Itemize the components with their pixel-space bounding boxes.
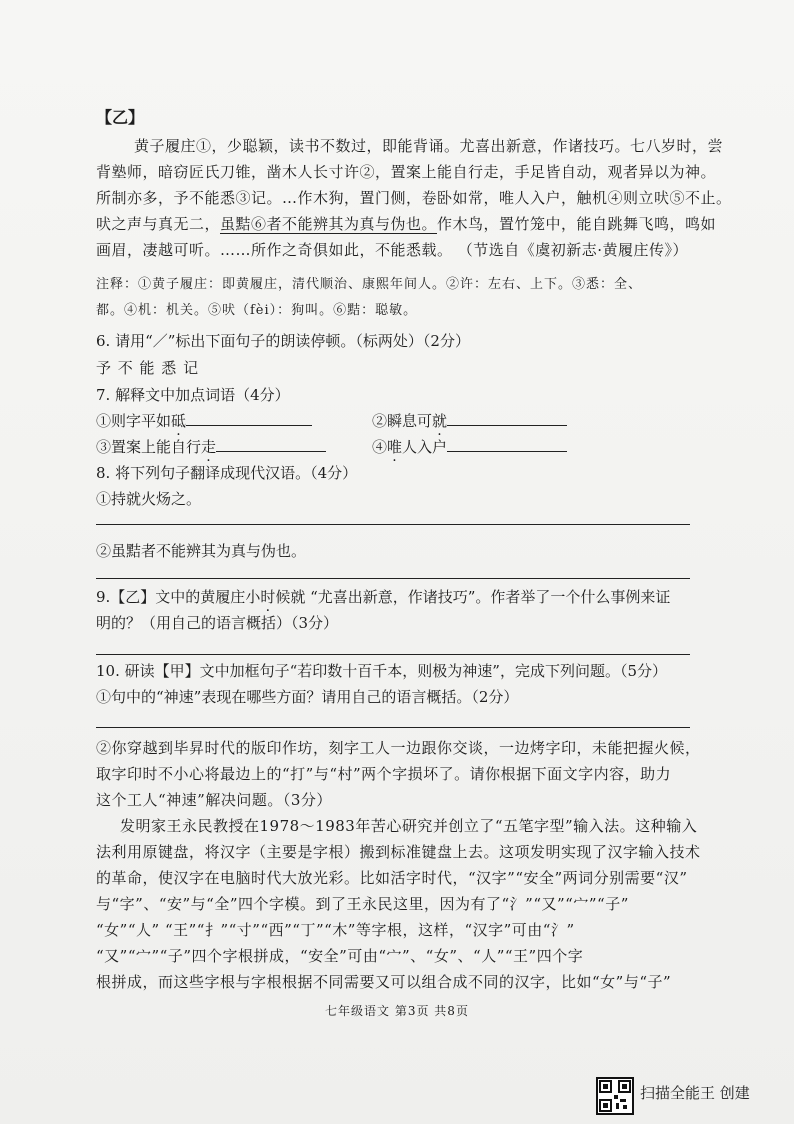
notes-line-2: 都。④机：机关。⑤吠（fèi）：狗叫。⑥黠：聪敏。 (96, 303, 418, 318)
material-line-7: 根拼成，而这些字根与字根根据不同需要又可以组合成不同的汉字，比如“女”与“子” (96, 973, 672, 991)
q10-sub-2-line-3: 这个工人“神速”解决问题。（3分） (96, 791, 332, 809)
q8-sentence-1: ①持就火炀之。 (96, 490, 202, 508)
q10-prompt: 10. 研读【甲】文中加框句子“若印数十百千本，则极为神速”，完成下列问题。（5分） (96, 662, 668, 680)
qr-code-icon (596, 1077, 634, 1115)
q7-item-1-dotted-word: 砥 (171, 412, 187, 430)
q7-answer-blank-3[interactable] (216, 451, 326, 452)
q7-answer-blank-4[interactable] (447, 451, 567, 452)
q6-sentence: 予 不 能 悉 记 (96, 359, 200, 377)
q7-item-4-dotted-word: 唯 (387, 438, 403, 456)
q9-line-1 (96, 586, 670, 608)
q7-item-3-text: ③置案上能自行 (96, 438, 202, 456)
q7-item-2-dotted-word: 就 (432, 412, 448, 430)
scanner-watermark: 扫描全能王 创建 (640, 1084, 750, 1102)
q7-item-4 (372, 436, 567, 458)
q8-sentence-2: ②虽黠者不能辨其为真与伪也。 (96, 542, 307, 560)
passage-line-1: 黄子履庄①，少聪颖，读书不数过，即能背诵。尤喜出新意，作诸技巧。七八岁时，尝 (134, 137, 724, 155)
q7-item-3 (96, 436, 326, 458)
q7-answer-blank-2[interactable] (447, 425, 567, 426)
material-line-1: 发明家王永民教授在1978～1983年苦心研究并创立了“五笔字型”输入法。这种输入 (120, 817, 698, 835)
q7-item-1-text: ①则字平如 (96, 412, 172, 430)
underlined-sentence: 虽黠⑥者不能辨其为真与伪也。 (220, 215, 438, 233)
q10-sub-1: ①句中的“神速”表现在哪些方面？请用自己的语言概括。（2分） (96, 688, 519, 706)
q7-item-2 (372, 410, 567, 432)
passage-line-3: 所制亦多，予不能悉③记。…作木狗，置门侧，卷卧如常，唯人入户，触机④则立吠⑤不止。 (96, 189, 732, 207)
q9-answer-line[interactable] (96, 654, 690, 655)
passage-line-5: 画眉，凄越可听。……所作之奇俱如此，不能悉载。 （节选自《虞初新志·黄履庄传》） (96, 241, 689, 259)
q8-prompt: 8. 将下列句子翻译成现代汉语。（4分） (96, 464, 358, 482)
page-footer: 七年级语文 第3页 共8页 (325, 1004, 469, 1018)
q7-item-1 (96, 410, 312, 432)
passage-line-4 (96, 211, 716, 237)
material-line-6: “又”“宀”“子”四个字根拼成，“安全”可由“宀”、“女”、“人”“王”四个字 (96, 947, 584, 965)
material-line-3: 的革命，使汉字在电脑时代大放光彩。比如活字时代，“汉字”“安全”两词分别需要“汉” (96, 869, 688, 887)
passage-line-4-start: 吠之声与真无二， (96, 215, 221, 233)
q9-line-2: 明的？（用自己的语言概括）（3分） (96, 614, 339, 632)
q9-text-end: 就 “尤喜出新意，作诸技巧”。作者举了一个什么事例来证 (290, 588, 671, 606)
q7-answer-blank-1[interactable] (186, 425, 312, 426)
q7-item-4-text: 人入户 (402, 438, 448, 456)
q10-sub-2-line-1: ②你穿越到毕昇时代的版印作坊，刻字工人一边跟你交谈，一边烤字印，未能把握火候， (96, 739, 701, 757)
material-line-5: “女”“人” “王”“扌”“寸”“西”“丁”“木”等字根，这样，“汉字”可由“氵” (96, 921, 575, 939)
q10-sub-2-line-2: 取字印时不小心将最边上的“打”与“村”两个字损坏了。请你根据下面文字内容，助力 (96, 765, 672, 783)
q7-item-4-number: ④ (372, 438, 388, 456)
section-label: 【乙】 (96, 108, 145, 127)
q7-item-2-text: ②瞬息可 (372, 412, 433, 430)
notes-line-1: 注释：①黄子履庄：即黄履庄，清代顺治、康熙年间人。②许：左右、上下。③悉：全、 (96, 277, 643, 292)
material-line-2: 法利用原键盘，将汉字（主要是字根）搬到标准键盘上去。这项发明实现了汉字输入技术 (96, 843, 701, 861)
q8-answer-line-1[interactable] (96, 524, 690, 525)
q7-item-3-dotted-word: 走 (201, 438, 217, 456)
material-line-4: 与“字”、“安”与“全”四个字模。到了王永民这里，因为有了“氵”“又”“宀”“子” (96, 895, 629, 913)
q6-prompt: 6. 请用“／”标出下面句子的朗读停顿。（标两处）（2分） (96, 332, 470, 350)
q7-prompt: 7. 解释文中加点词语（4分） (96, 386, 290, 404)
q8-answer-line-2[interactable] (96, 578, 690, 579)
q9-text-start: 9.【乙】文中的黄履庄 (96, 588, 246, 606)
q10-answer-line[interactable] (96, 727, 690, 728)
q9-dotted-words: 小时候 (245, 588, 291, 606)
passage-line-2: 背塾师，暗窃匠氏刀锥，凿木人长寸许②，置案上能自行走，手足皆自动，观者异以为神。 (96, 163, 717, 181)
passage-line-4-end: 作木鸟，置竹笼中，能自跳舞飞鸣，鸣如 (437, 215, 717, 233)
